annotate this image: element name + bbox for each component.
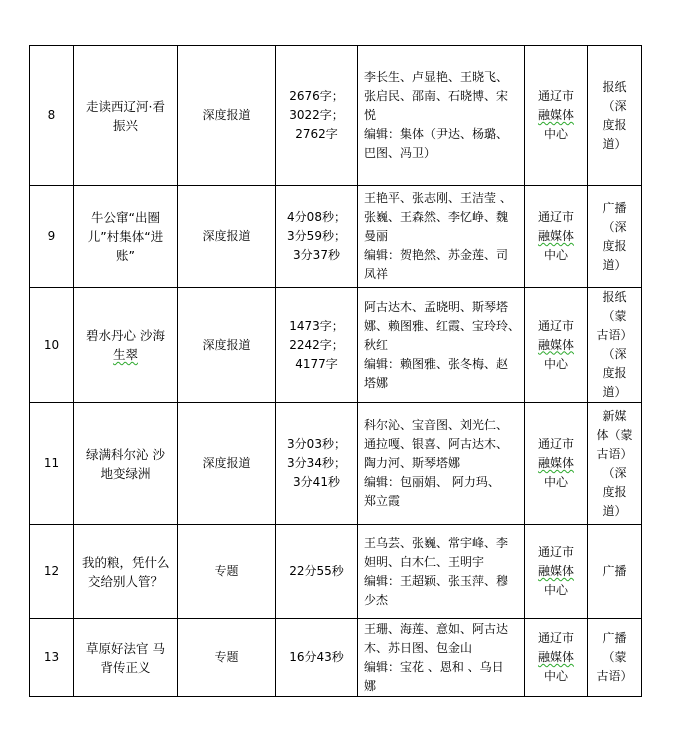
entry-unit-line: 融媒体	[537, 456, 574, 470]
entry-authors-line: 妲明、白木仁、王明宇	[364, 554, 485, 569]
table-row	[30, 288, 642, 403]
entry-authors-line: 王乌芸、张巍、常宇峰、李	[364, 535, 509, 550]
row-number: 9	[30, 186, 74, 288]
entry-authors-line: 王珊、海莲、意如、阿古达	[364, 621, 509, 636]
table-row	[30, 525, 642, 619]
entry-length	[276, 403, 358, 525]
entry-title	[74, 46, 178, 186]
entry-title-line: 生翠	[112, 347, 138, 362]
entry-medium	[588, 619, 642, 697]
entry-length-line: 2762字	[295, 127, 338, 141]
entry-length	[276, 288, 358, 403]
entry-authors-line: 凤祥	[364, 267, 389, 281]
entry-title-line: 账”	[116, 248, 135, 263]
entry-length-line: 3分34秒；	[287, 456, 346, 470]
entry-unit-line: 融媒体	[537, 337, 574, 352]
entry-unit	[525, 186, 588, 288]
entry-medium-line: 度报	[602, 484, 627, 499]
entry-type: 深度报道	[178, 403, 276, 525]
entry-authors-line: 通拉嘎、银喜、阿古达木、	[364, 437, 509, 451]
row-number: 12	[30, 525, 74, 619]
entry-unit-line: 通辽市	[537, 437, 574, 451]
entry-unit	[525, 525, 588, 619]
entry-authors-line: 郑立霞	[364, 494, 401, 508]
entry-length-line: 2242字；	[289, 337, 344, 352]
entry-title	[74, 619, 178, 697]
entry-medium-line: （蒙	[602, 309, 627, 323]
entry-title-line: 牛公窜“出圈	[91, 210, 160, 225]
entry-unit-line: 融媒体	[537, 108, 574, 122]
entry-unit	[525, 46, 588, 186]
entry-type: 专题	[178, 619, 276, 697]
entry-authors-line: 张巍、王森然、李忆峥、魏	[364, 210, 509, 224]
entry-title-line: 振兴	[112, 117, 138, 133]
entry-authors	[358, 403, 525, 525]
entry-title-line: 走读西辽河·看	[86, 98, 165, 114]
entry-unit-line: 通辽市	[537, 318, 574, 333]
entry-medium	[588, 46, 642, 186]
table-row	[30, 619, 642, 697]
entry-unit	[525, 403, 588, 525]
entry-title-line: 草原好法官 马	[86, 640, 165, 656]
entry-authors-line: 陶力河、斯琴塔娜	[364, 456, 461, 470]
entry-authors	[358, 46, 525, 186]
entry-authors	[358, 525, 525, 619]
entry-length	[276, 619, 358, 697]
row-number: 13	[30, 619, 74, 697]
entry-authors	[358, 619, 525, 697]
entry-unit-line: 通辽市	[537, 631, 574, 645]
entry-medium-line: 广播	[602, 564, 627, 578]
entry-medium	[588, 403, 642, 525]
entry-medium-line: 度报	[602, 238, 627, 253]
entry-length-line: 3分59秒；	[287, 229, 346, 243]
table-row	[30, 46, 642, 186]
entry-medium-line: 新媒	[602, 408, 627, 423]
entry-title	[74, 288, 178, 403]
entry-authors-line: 巴图、冯卫）	[364, 146, 437, 160]
entry-medium-line: 古语）	[596, 328, 633, 342]
entry-authors-line: 曼丽	[364, 229, 389, 243]
entry-medium-line: （深	[602, 347, 627, 361]
entry-medium-line: （蒙	[602, 650, 627, 664]
entry-unit-line: 通辽市	[537, 210, 574, 224]
entry-medium-line: 古语）	[596, 446, 633, 461]
entry-medium-line: （深	[602, 219, 627, 234]
entry-length	[276, 525, 358, 619]
entry-length-line: 3分37秒	[293, 248, 340, 262]
entry-medium-line: 道）	[602, 385, 627, 399]
entry-authors-line: 张启民、邵南、石晓博、宋	[364, 89, 509, 103]
entry-unit-line: 通辽市	[537, 545, 574, 559]
entry-authors-line: 编辑：王超颖、张玉萍、穆	[364, 573, 509, 588]
entry-authors-line: 编辑：贺艳然、苏金莲、司	[364, 248, 509, 262]
table-row	[30, 186, 642, 288]
entry-medium-line: （深	[602, 98, 627, 113]
entry-length-line: 4分08秒；	[287, 210, 346, 224]
entry-title-line: 我的粮，凭什么	[82, 554, 170, 570]
entry-unit-line: 融媒体	[537, 650, 574, 664]
entry-authors-line: 秋红	[364, 337, 389, 352]
entry-unit-line: 融媒体	[537, 229, 574, 243]
entry-medium-line: 报纸	[602, 79, 627, 94]
entry-length	[276, 186, 358, 288]
entry-medium-line: 报纸	[602, 290, 627, 304]
entry-title	[74, 186, 178, 288]
entry-length-line: 3分41秒	[293, 475, 340, 489]
entry-length-line: 2676字；	[289, 89, 344, 103]
entry-title	[74, 403, 178, 525]
entry-medium	[588, 525, 642, 619]
entry-medium-line: 广播	[602, 200, 627, 215]
entry-authors-line: 娜	[364, 678, 377, 693]
entry-authors	[358, 186, 525, 288]
entry-unit-line: 中心	[543, 475, 568, 489]
entry-authors-line: 编辑：宝花 、恩和 、乌日	[364, 659, 504, 674]
entry-title-line: 碧水丹心 沙海	[86, 328, 165, 343]
entry-medium-line: 道）	[602, 257, 627, 272]
entry-unit-line: 中心	[543, 583, 568, 597]
row-number: 11	[30, 403, 74, 525]
entry-unit-line: 通辽市	[537, 89, 574, 103]
award-table	[29, 45, 642, 697]
entry-type: 专题	[178, 525, 276, 619]
entry-medium-line: 道）	[602, 136, 627, 151]
entry-authors-line: 少杰	[364, 592, 389, 607]
table-row	[30, 403, 642, 525]
entry-medium	[588, 186, 642, 288]
entry-authors-line: 悦	[364, 108, 377, 122]
entry-length-line: 3022字；	[289, 108, 344, 122]
entry-authors	[358, 288, 525, 403]
entry-authors-line: 编辑：集体（尹达、杨璐、	[364, 127, 509, 141]
entry-length	[276, 46, 358, 186]
entry-length-line: 16分43秒	[289, 650, 344, 664]
entry-unit-line: 中心	[543, 248, 568, 262]
entry-title-line: 背传正义	[100, 659, 151, 675]
table-body	[30, 46, 642, 697]
entry-length-line: 4177字	[295, 356, 338, 371]
entry-medium-line: 道）	[602, 503, 627, 518]
entry-unit-line: 中心	[543, 356, 568, 371]
entry-title-line: 地变绿洲	[100, 465, 151, 481]
row-number: 10	[30, 288, 74, 403]
row-number: 8	[30, 46, 74, 186]
entry-type: 深度报道	[178, 186, 276, 288]
entry-unit	[525, 619, 588, 697]
entry-authors-line: 王艳平、张志刚、王洁莹 、	[364, 191, 512, 205]
entry-authors-line: 李长生、卢显艳、王晓飞、	[364, 70, 509, 84]
entry-unit-line: 中心	[543, 127, 568, 141]
entry-authors-line: 阿古达木、孟晓明、斯琴塔	[364, 299, 509, 314]
entry-type: 深度报道	[178, 46, 276, 186]
entry-unit-line: 中心	[543, 669, 568, 683]
entry-medium-line: 度报	[602, 366, 627, 380]
entry-medium-line: 广播	[602, 631, 627, 645]
entry-length-line: 1473字；	[289, 318, 344, 333]
entry-authors-line: 编辑：赖图雅、张冬梅、赵	[364, 356, 509, 371]
entry-medium-line: （深	[602, 465, 627, 480]
entry-unit-line: 融媒体	[537, 564, 574, 578]
entry-medium-line: 体（蒙	[596, 427, 633, 442]
entry-authors-line: 木、苏日图、包金山	[364, 640, 473, 655]
entry-authors-line: 娜、赖图雅、红霞、宝玲玲、	[364, 318, 521, 333]
entry-medium-line: 古语）	[596, 669, 633, 683]
entry-title-line: 交给别人管？	[87, 573, 163, 589]
entry-title	[74, 525, 178, 619]
entry-authors-line: 科尔沁、宝音图、刘光仁、	[364, 418, 509, 432]
entry-title-line: 儿”村集体“进	[87, 229, 164, 244]
entry-type: 深度报道	[178, 288, 276, 403]
entry-medium	[588, 288, 642, 403]
entry-title-line: 绿满科尔沁 沙	[86, 446, 165, 462]
entry-unit	[525, 288, 588, 403]
entry-length-line: 22分55秒	[289, 564, 344, 578]
entry-authors-line: 塔娜	[364, 375, 389, 390]
entry-authors-line: 编辑：包丽娟、 阿力玛、	[364, 475, 500, 489]
entry-medium-line: 度报	[602, 117, 627, 132]
entry-length-line: 3分03秒；	[287, 437, 346, 451]
